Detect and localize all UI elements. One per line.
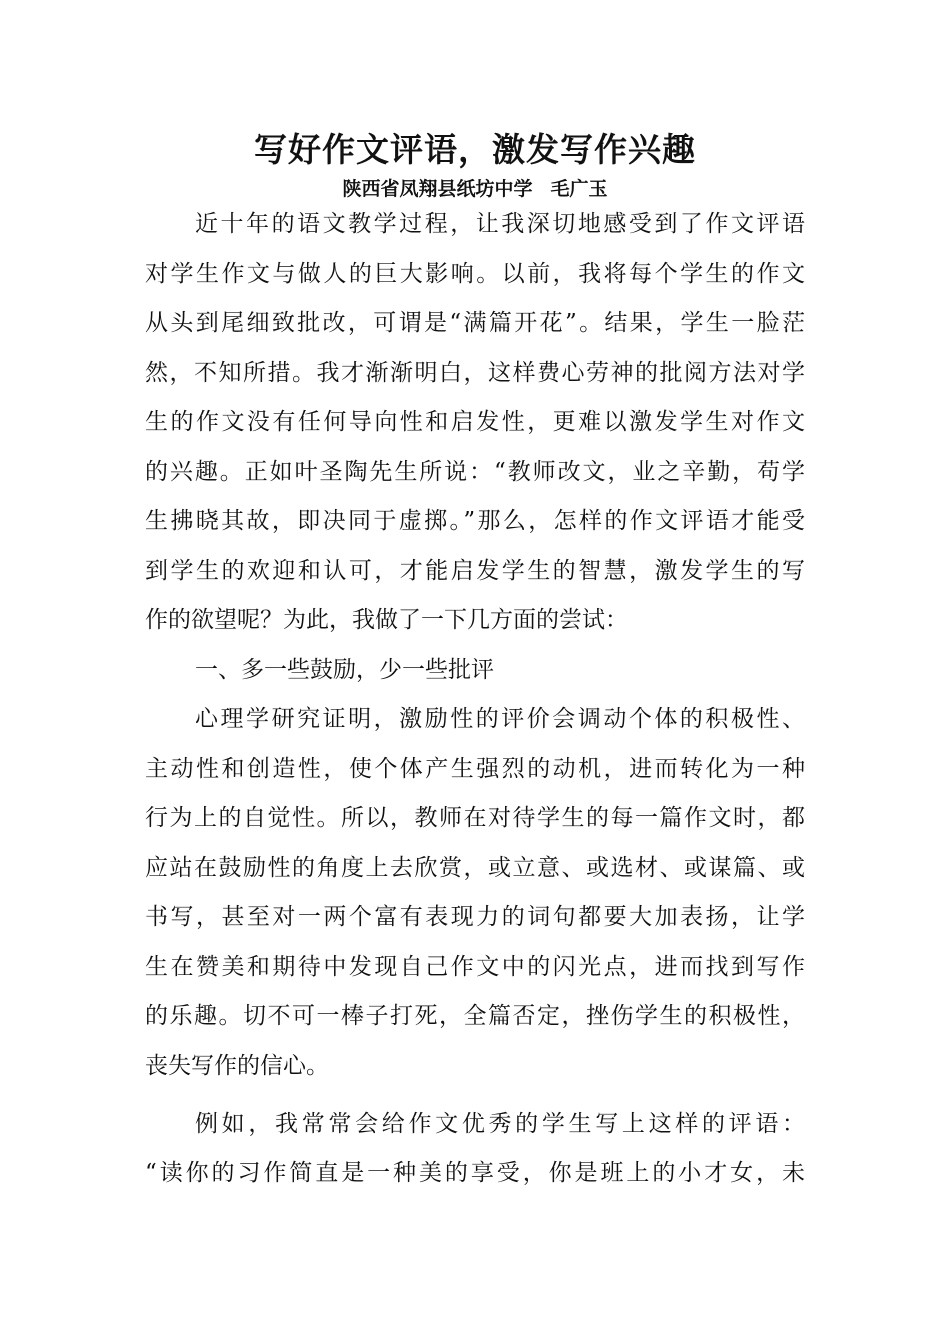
text-line: 例如，我常常会给作文优秀的学生写上这样的评语： [195,1111,805,1137]
text-line: “读你的习作简直是一种美的享受，你是班上的小才女，未 [145,1160,805,1186]
author-byline [0,176,950,202]
text-line: 然，不知所措。我才渐渐明白，这样费心劳神的批阅方法对学 [145,360,805,386]
text-line: 主动性和创造性，使个体产生强烈的动机，进而转化为一种 [145,756,805,782]
text-line: 行为上的自觉性。所以，教师在对待学生的每一篇作文时，都 [145,805,805,831]
text-line: 从头到尾细致批改，可谓是“满篇开花”。结果，学生一脸茫 [145,310,805,336]
text-line: 应站在鼓励性的角度上去欣赏，或立意、或选材、或谋篇、或 [145,855,805,881]
text-line: 生在赞美和期待中发现自己作文中的闪光点，进而找到写作 [145,954,805,980]
document-title: 写好作文评语，激发写作兴趣 [254,130,696,169]
text-line: 到学生的欢迎和认可，才能启发学生的智慧，激发学生的写 [145,558,805,584]
text-line: 丧失写作的信心。 [145,1053,329,1079]
section-heading: 一、多一些鼓励，少一些批评 [195,657,494,683]
text-line: 心理学研究证明，激励性的评价会调动个体的积极性、 [195,706,805,732]
text-line: 生拂晓其故，即决同于虚掷。”那么，怎样的作文评语才能受 [145,508,805,534]
text-line: 近十年的语文教学过程，让我深切地感受到了作文评语 [195,211,805,237]
school-name: 陕西省凤翔县纸坊中学 [342,178,533,200]
text-line: 的兴趣。正如叶圣陶先生所说：“教师改文，业之辛勤，苟学 [145,459,805,485]
text-line: 书写，甚至对一两个富有表现力的词句都要大加表扬，让学 [145,904,805,930]
text-line: 作的欲望呢？为此，我做了一下几方面的尝试： [145,607,628,633]
author-name: 毛广玉 [550,178,608,200]
text-line: 对学生作文与做人的巨大影响。以前，我将每个学生的作文 [145,261,805,287]
text-line: 生的作文没有任何导向性和启发性，更难以激发学生对作文 [145,409,805,435]
text-line: 的乐趣。切不可一棒子打死，全篇否定，挫伤学生的积极性， [145,1003,805,1029]
